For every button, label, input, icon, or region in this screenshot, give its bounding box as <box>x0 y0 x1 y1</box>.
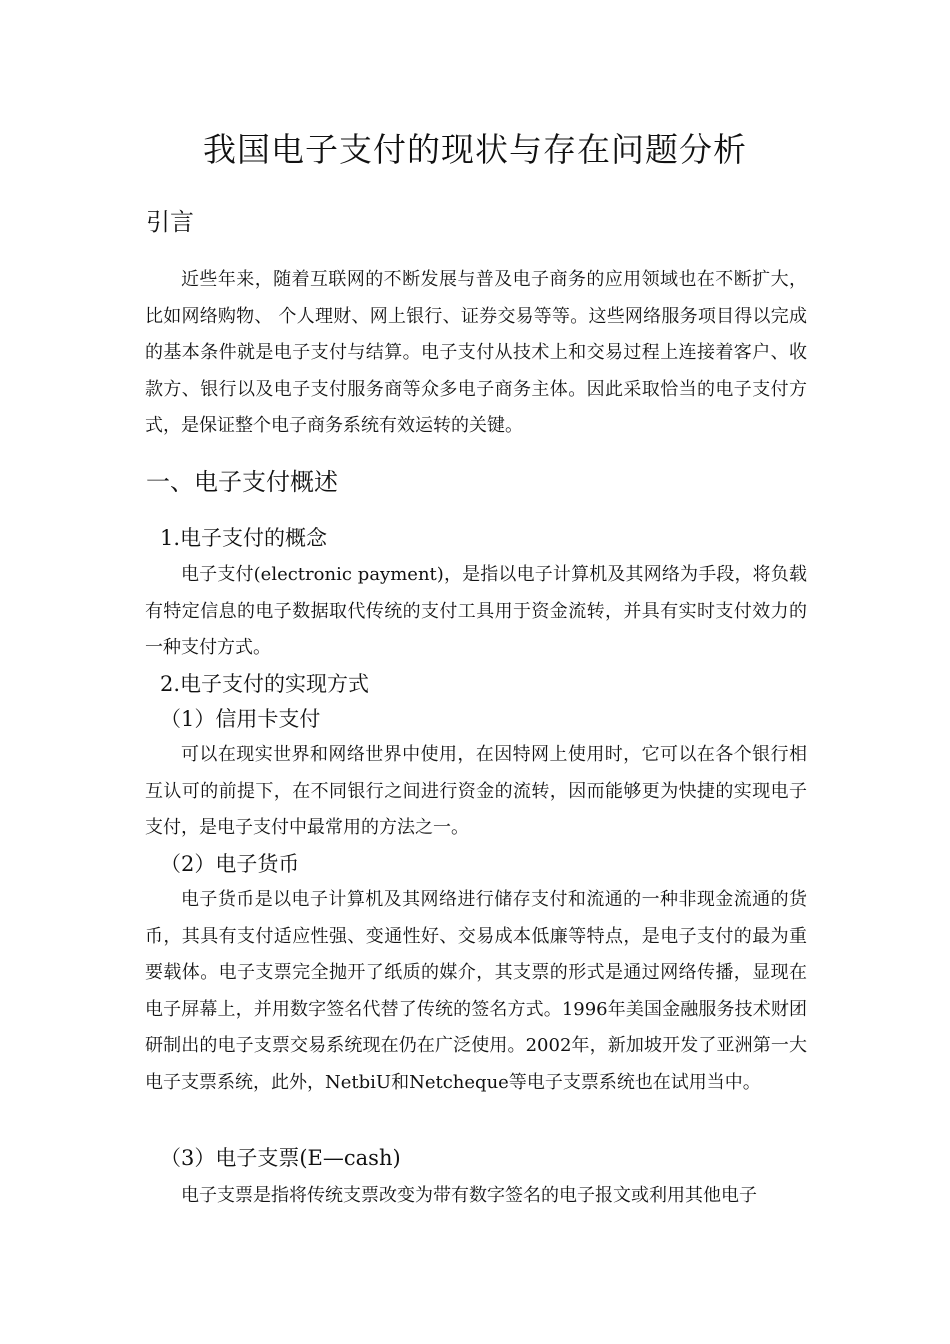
item3-heading: （3）电子支票(E—cash) <box>160 1146 401 1170</box>
item1-paragraph: 可以在现实世界和网络世界中使用，在因特网上使用时，它可以在各个银行相互认可的前提下，在不同银行之间进行资金的流转，因而能够更为快捷的实现电子支付，是电子支付中最常用的方法之一。 <box>145 744 807 839</box>
item3-paragraph: 电子支票是指将传统支票改变为带有数字签名的电子报文或利用其他电子 <box>181 1185 757 1206</box>
sub2-heading: 2.电子支付的实现方式 <box>160 672 370 696</box>
sub1-paragraph: 电子支付(electronic payment)，是指以电子计算机及其网络为手段，将负载有特定信息的电子数据取代传统的支付工具用于资金流转，并具有实时支付效力的一种支付方式。 <box>145 564 807 659</box>
intro-heading: 引言 <box>146 208 194 236</box>
item2-heading: （2）电子货币 <box>160 852 300 876</box>
document-title: 我国电子支付的现状与存在问题分析 <box>203 130 747 169</box>
item2-paragraph: 电子货币是以电子计算机及其网络进行储存支付和流通的一种非现金流通的货币，其具有支付适应性强、变通性好、交易成本低廉等特点，是电子支付的最为重要载体。电子支票完全抛开了纸质的媒介，其支票的形式是通过网络传播，显现在电子屏幕上，并用数字签名代替了传统的签名方式。1996年美国金融服务技术财团研制出的电子支票交易系统现在仍在广泛使用。2002年，新加坡开发了亚洲第一大电子支票系统，此外，NetbiU和Netcheque等电子支票系统也在试用当中。 <box>145 889 807 1093</box>
sub1-heading: 1.电子支付的概念 <box>160 526 328 550</box>
item1-heading: （1）信用卡支付 <box>160 707 321 731</box>
section1-heading: 一、电子支付概述 <box>146 468 338 496</box>
intro-paragraph: 近些年来，随着互联网的不断发展与普及电子商务的应用领域也在不断扩大，比如网络购物、 个人理财、网上银行、证券交易等等。这些网络服务项目得以完成的基本条件就是电子支付与结算。电子支付从技术上和交易过程上连接着客户、收款方、银行以及电子支付服务商等众多电子商务主体。因此采取恰当的电子支付方式，是保证整个电子商务系统有效运转的关键。 <box>145 269 807 437</box>
